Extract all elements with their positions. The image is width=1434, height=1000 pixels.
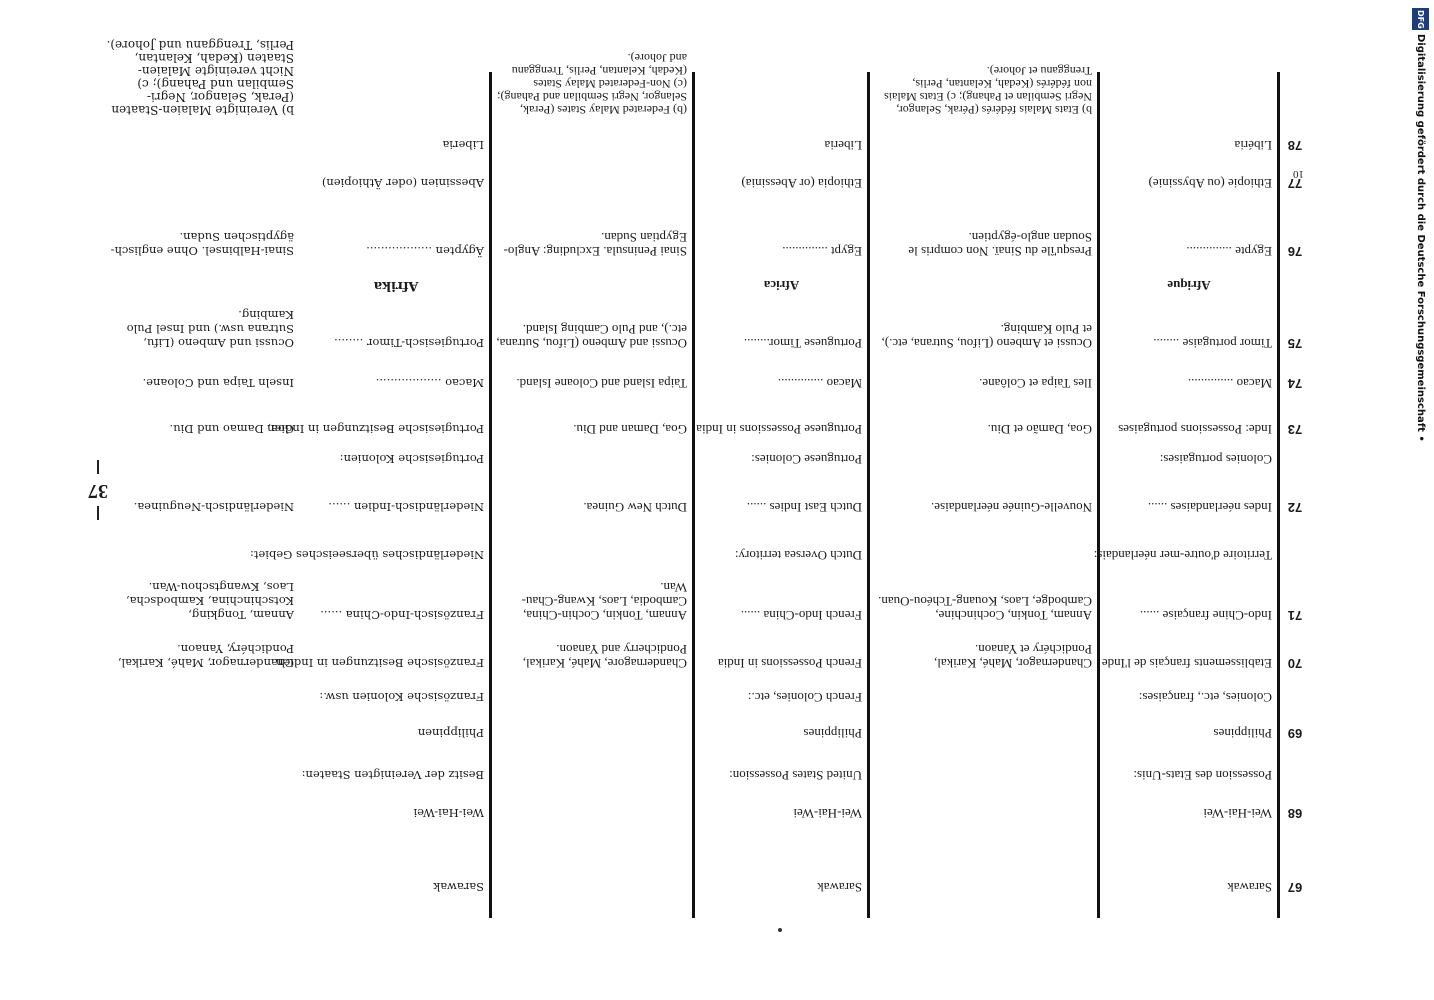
territory-detail: Nouvelle-Guinée néerlandaise. — [931, 500, 1092, 515]
territory-detail: Niederländisch-Neuguinea. — [133, 500, 294, 514]
section-heading: French Colonies, etc.: — [747, 690, 862, 705]
territory-detail: Chandernagor, Mahé, Karikal, Pondichéry, Yanaon. — [117, 642, 294, 670]
country-name: Portugiesische Besitzungen in Indien — [267, 422, 484, 436]
territory-detail: Goa, Daman and Diu. — [573, 422, 687, 437]
territory-detail: Sinai-Halbinsel. Ohne englisch-ägyptischen Sudan. — [110, 230, 294, 258]
country-name: Sarawak — [817, 880, 862, 895]
row-number: 77 — [1287, 176, 1303, 191]
row-number: 67 — [1287, 880, 1303, 895]
country-name: Ethiopie (ou Abyssinie) — [1148, 176, 1272, 191]
page-number-dash — [97, 506, 99, 520]
section-heading: Afrika — [373, 278, 419, 293]
row-number: 69 — [1287, 726, 1303, 741]
territory-detail: Ocussi et Ambeno (Lifou, Sutrana, etc.), et Pulo Kambing. — [881, 322, 1092, 351]
section-heading: Niederländisches überseeisches Gebiet: — [249, 548, 484, 562]
country-name: Inde: Possessions portugaises — [1118, 422, 1272, 437]
territory-detail: Taipa Island and Coloane Island. — [516, 376, 687, 391]
country-name: Macao .............. — [1187, 376, 1272, 391]
country-name: Philippinen — [417, 726, 484, 740]
row-number: 73 — [1287, 422, 1303, 437]
country-name: Dutch East Indies ...... — [746, 500, 862, 515]
french-detail-column — [870, 64, 1098, 918]
territory-detail: Annam, Tonkin, Cochin-China, Cambodia, Laos, Kwang-Chau-Wan. — [521, 580, 687, 623]
section-heading: Afrique — [1167, 278, 1211, 293]
section-heading: Territoire d'outre-mer néerlandais: — [1093, 548, 1272, 563]
country-name: Macao .............. — [777, 376, 862, 391]
territory-detail: Ocussi and Ambeno (Lifou, Sutrana, etc.), and Pulo Cambing Island. — [496, 322, 687, 351]
number-column — [1280, 72, 1310, 918]
territory-detail: Dutch New Guinea. — [583, 500, 687, 515]
row-number: 68 — [1287, 806, 1303, 821]
country-name: Indo-Chine française ...... — [1139, 608, 1272, 623]
territory-detail: Ocussi und Ambeno (Lifu, Sutrana usw.) und Insel Pulo Kambing. — [126, 308, 294, 350]
country-name: Sarawak — [433, 880, 484, 894]
section-heading: Französische Kolonien usw.: — [319, 690, 484, 704]
row-number: 75 — [1287, 336, 1303, 351]
territory-detail: Sinai Peninsula. Excluding: Anglo-Egyptian Sudan. — [503, 230, 687, 259]
credit-text: Digitalisierung gefördert durch die Deutsche Forschungsgemeinschaft • — [1415, 34, 1426, 442]
country-name: Indes néerlandaises ...... — [1147, 500, 1272, 515]
country-name: Wei-Hai-Wei — [1203, 806, 1272, 821]
section-heading: Colonies portugaises: — [1159, 452, 1272, 467]
country-name: Philippines — [803, 726, 862, 741]
country-name: Französische Besitzungen in Indien — [275, 656, 484, 670]
country-name: Etablissements français de l'Inde — [1101, 656, 1272, 671]
territory-detail: Annam, Tongking, Kotschinchina, Kambodscha, Laos, Kwangtschou-Wan. — [125, 580, 294, 622]
country-name: Sarawak — [1227, 880, 1272, 895]
section-heading: Portuguese Colonies: — [751, 452, 862, 467]
country-name: Timor portugaise ........ — [1153, 336, 1272, 351]
country-name: Egypt .............. — [782, 244, 862, 259]
country-name: Egypte .............. — [1186, 244, 1272, 259]
country-name: Portuguese Possessions in India — [696, 422, 862, 437]
row-number: 76 — [1287, 244, 1303, 259]
country-name: Philippines — [1213, 726, 1272, 741]
french-column — [1093, 72, 1278, 918]
malay-states-text: b) Vereinigte Malaien-Staaten (Perak, Selangor, Negri-Sembilan und Pahang); c) Nicht vereinigte Malaien-Staaten (Kedah, Kelantan, Perlis, Trengganu und Johore). — [106, 38, 294, 117]
malay-states-text: b) Etats Malais fédérés (Pérak, Selangor, Negri Sembilan et Pahang); c) Etats Malais non fédérés (Kedah, Kelantan, Perlis, Trengganu et Johore). — [884, 64, 1092, 117]
country-name: Portuguese Timor........ — [743, 336, 862, 351]
country-name: Liberia — [442, 138, 484, 152]
page-number-dash — [97, 460, 99, 474]
dfg-credit — [1412, 8, 1430, 442]
english-detail-column — [492, 51, 693, 918]
header-mark: 10 — [1293, 168, 1304, 180]
section-heading: Africa — [763, 278, 800, 293]
section-heading: Dutch Oversea territory: — [734, 548, 862, 563]
section-heading: Colonies, etc., françaises: — [1138, 690, 1272, 705]
country-name: Liberia — [824, 138, 862, 153]
territory-detail: Inseln Taipa und Coloane. — [142, 376, 294, 390]
territory-detail: Iles Taipa et Colôane. — [979, 376, 1092, 391]
stray-mark — [778, 928, 782, 932]
territory-detail: Goa, Damão et Diu. — [987, 422, 1092, 437]
country-name: Französisch-Indo-China ...... — [320, 608, 484, 622]
territory-detail: Chandernagore, Mahé, Karikal, Pondicherry and Yanaon. — [522, 642, 687, 671]
row-number: 72 — [1287, 500, 1303, 515]
section-heading: Besitz der Vereinigten Staaten: — [301, 768, 484, 782]
row-number: 71 — [1287, 608, 1303, 623]
row-number: 74 — [1287, 376, 1303, 391]
section-heading: Portugiesische Kolonien: — [339, 452, 484, 466]
territory-detail: Goa, Damao und Diu. — [169, 422, 294, 436]
german-detail-column — [100, 38, 300, 918]
country-name: Abessinien (oder Äthiopien) — [321, 176, 484, 190]
country-name: Portugiesisch-Timor ........ — [334, 336, 484, 350]
country-name: Macao .................. — [375, 376, 484, 390]
malay-states-text: (b) Federated Malay States (Perak, Selangor, Negri Sembilan and Pahang); (c) Non-Federated Malay States (Kedah, Kelantan, Perlis, Trengganu and Johore). — [497, 51, 687, 117]
english-column — [695, 72, 868, 918]
territory-detail: Annam, Tonkin, Cochinchine, Cambodge, Laos, Kouang-Tchéou-Ouan. — [878, 594, 1092, 623]
row-number: 70 — [1287, 656, 1303, 671]
country-name: Wei-Hai-Wei — [413, 806, 484, 820]
country-name: Ägypten .................. — [366, 244, 484, 258]
section-heading: United States Possession: — [729, 768, 862, 783]
territory-detail: Chandernagor, Mahé, Karikal, Pondichéry et Yanaon. — [934, 642, 1092, 671]
territory-detail: Presqu'île du Sinaï. Non compris le Soudan anglo-égyptien. — [908, 230, 1092, 259]
dfg-logo: DFG — [1412, 8, 1429, 30]
section-heading: Possession des Etats-Unis: — [1133, 768, 1272, 783]
country-name: Wei-Hai-Wei — [793, 806, 862, 821]
page-number-text: 37 — [88, 480, 108, 502]
country-name: French Indo-China ...... — [740, 608, 862, 623]
country-name: Ethiopia (or Abessinia) — [741, 176, 862, 191]
country-name: French Possessions in India — [717, 656, 862, 671]
row-number: 78 — [1287, 138, 1303, 153]
country-name: Niederländisch-Indien ...... — [328, 500, 484, 514]
german-column — [249, 72, 490, 918]
country-name: Libéria — [1234, 138, 1272, 153]
